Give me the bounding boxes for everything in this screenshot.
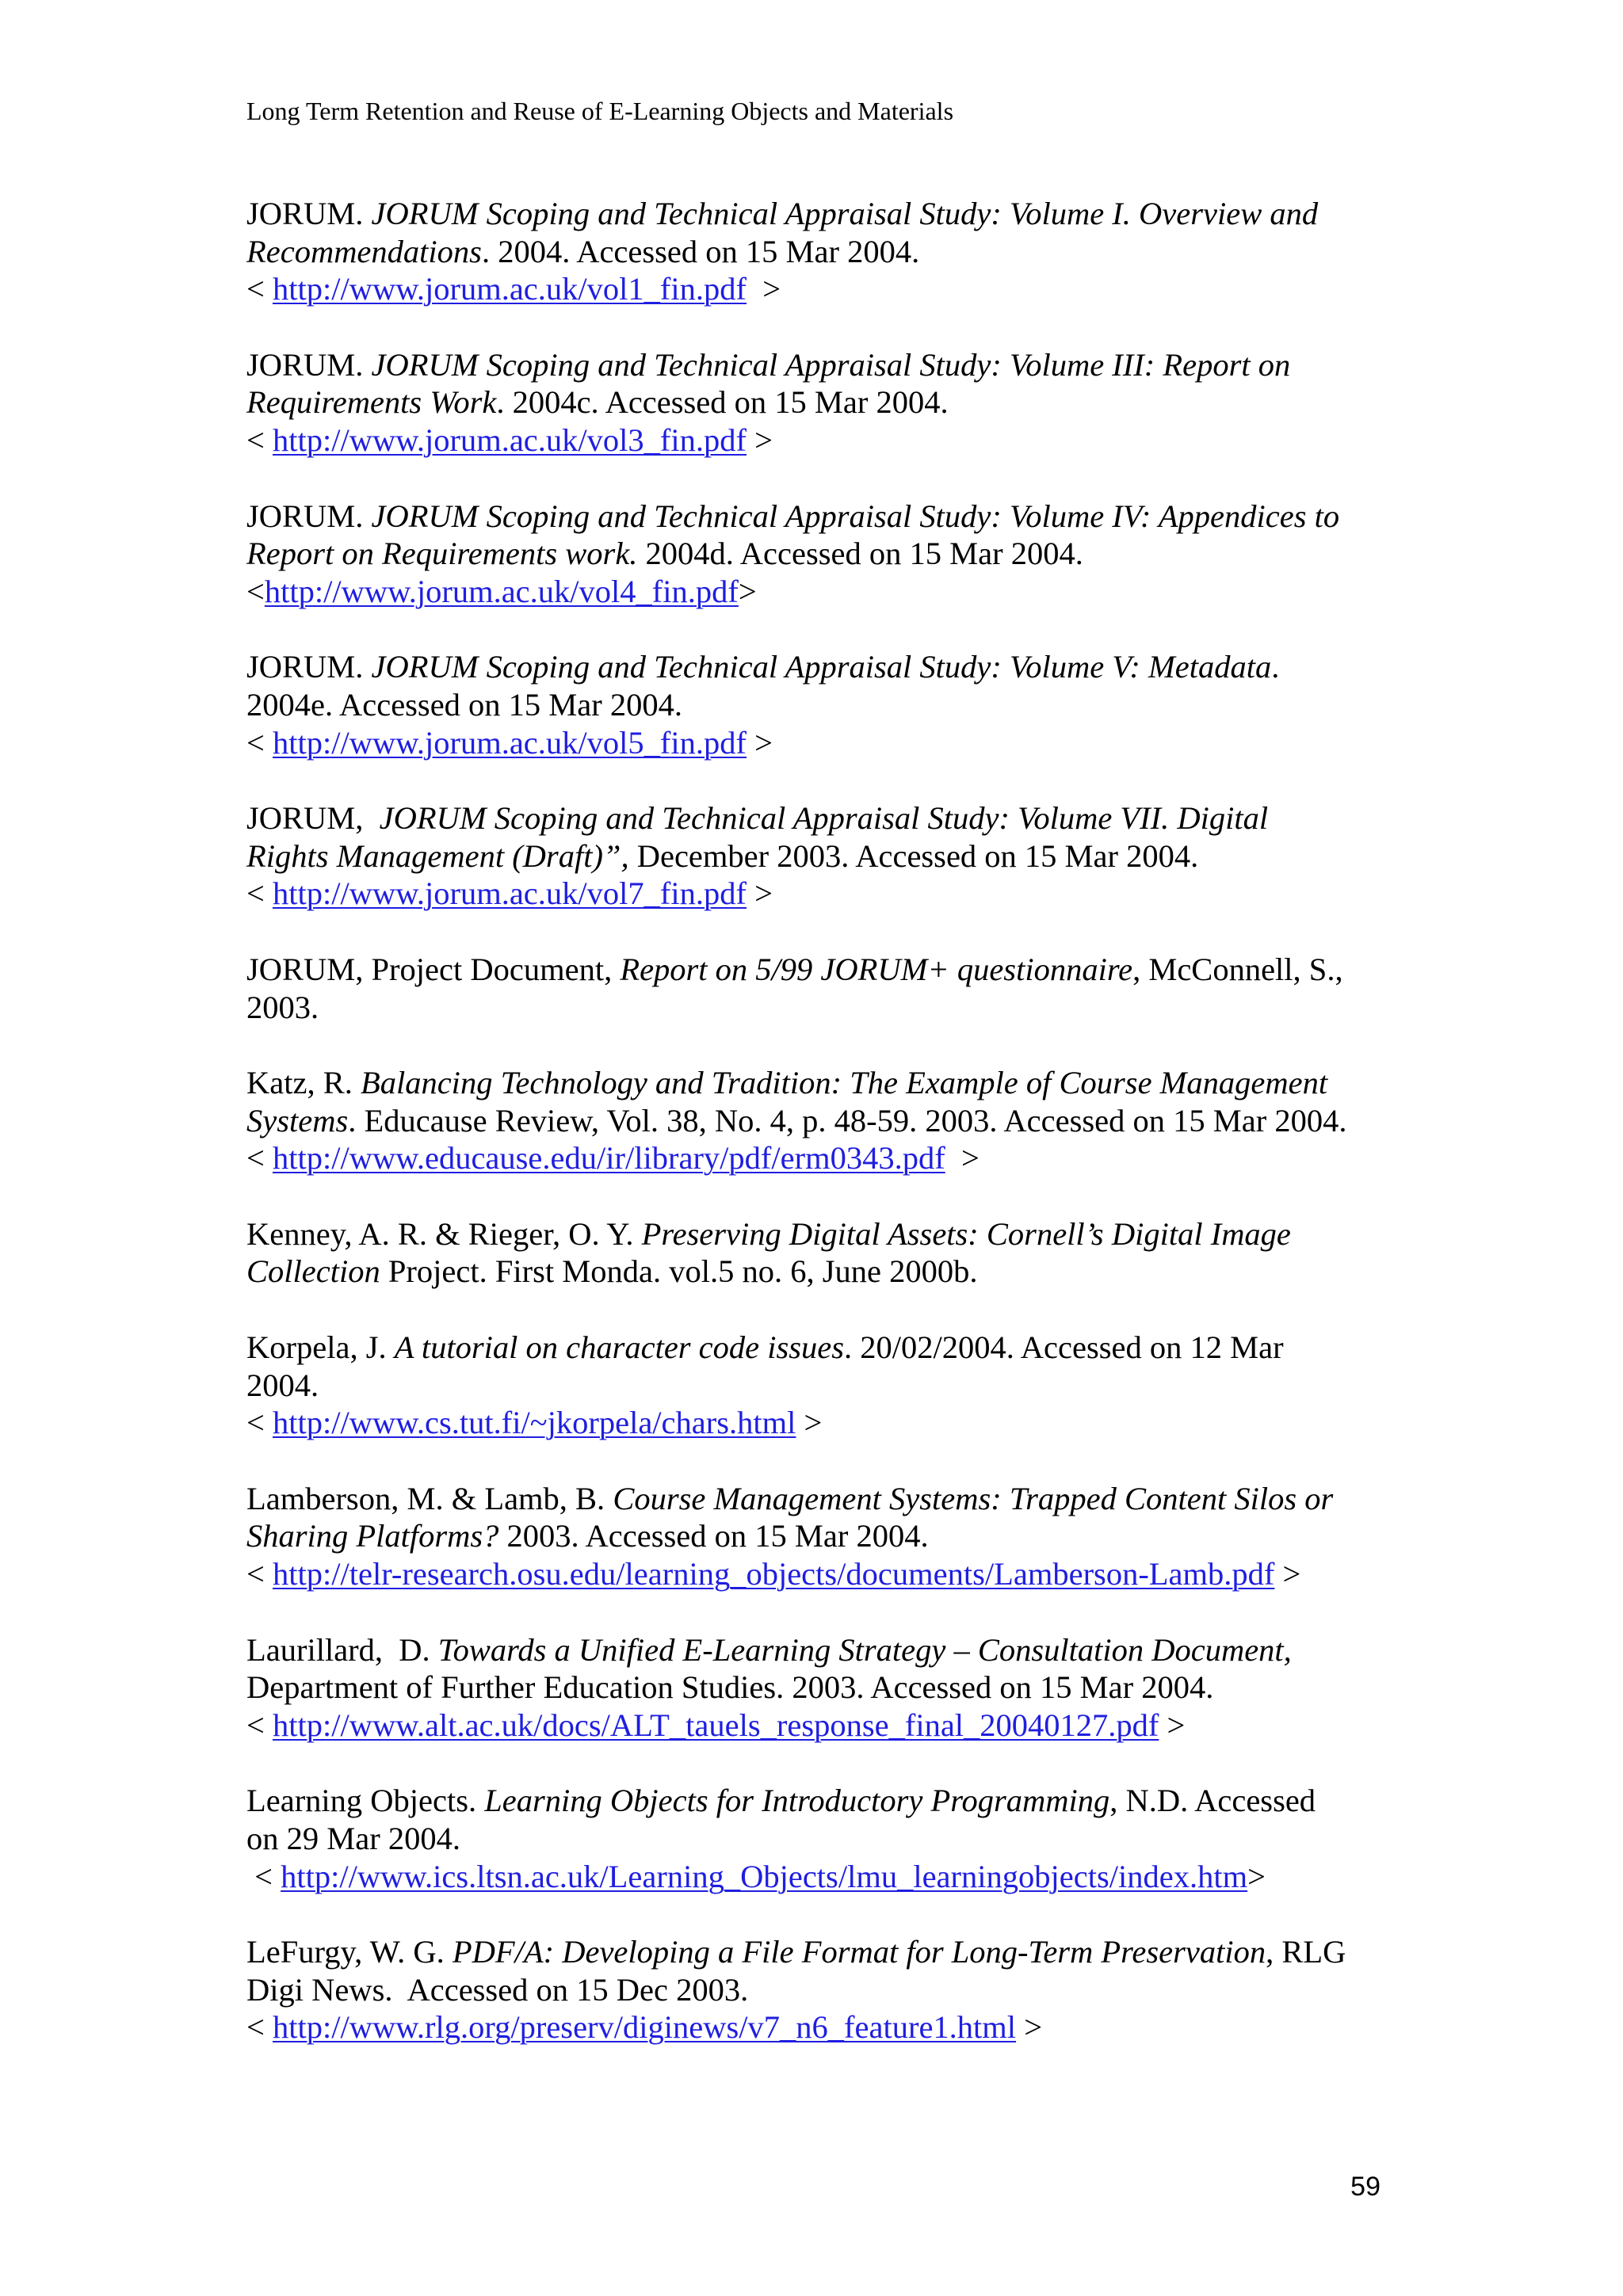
reference-text: . Educause Review, Vol. 38, No. 4, p. 48-59. 2003. Accessed on 15 Mar 2004. xyxy=(348,1102,1347,1138)
reference-line xyxy=(246,799,1396,837)
reference-line xyxy=(246,1253,1396,1291)
reference-text: < xyxy=(246,1858,281,1894)
reference-entry xyxy=(246,799,1396,913)
reference-title: JORUM Scoping and Technical Appraisal Study: Volume V: Metadata xyxy=(371,649,1272,685)
reference-line xyxy=(246,1669,1396,1707)
reference-title: Course Management Systems: Trapped Content Silos or xyxy=(613,1480,1334,1516)
reference-line xyxy=(246,1367,1396,1405)
reference-text: > xyxy=(796,1405,823,1441)
reference-text: Digi News. Accessed on 15 Dec 2003. xyxy=(246,1971,749,2008)
reference-text: . 2004. Accessed on 15 Mar 2004. xyxy=(481,233,920,269)
reference-entry xyxy=(246,1782,1396,1895)
running-header: Long Term Retention and Reuse of E-Learning Objects and Materials xyxy=(246,97,954,125)
reference-line xyxy=(246,1102,1396,1140)
reference-link[interactable]: http://telr-research.osu.edu/learning_objects/documents/Lamberson-Lamb.pdf xyxy=(272,1556,1275,1592)
reference-text: > xyxy=(1016,2009,1043,2046)
reference-line xyxy=(246,724,1396,762)
reference-entry xyxy=(246,1933,1396,2046)
reference-text: 2004d. Accessed on 15 Mar 2004. xyxy=(637,536,1083,572)
reference-text: < xyxy=(246,1707,273,1743)
reference-text: LeFurgy, W. G. xyxy=(246,1934,453,1970)
reference-line xyxy=(246,837,1396,875)
reference-line xyxy=(246,421,1396,460)
reference-line xyxy=(246,270,1396,308)
reference-line xyxy=(246,989,1396,1027)
reference-text: > xyxy=(747,421,773,458)
reference-line xyxy=(246,951,1396,989)
reference-line xyxy=(246,1631,1396,1669)
reference-title: Systems xyxy=(246,1102,349,1138)
reference-text: < xyxy=(246,875,273,912)
reference-title: Balancing Technology and Tradition: The Example of Course Management xyxy=(360,1065,1328,1101)
reference-text: < xyxy=(246,421,273,458)
reference-line xyxy=(246,1858,1396,1896)
reference-line xyxy=(246,383,1396,421)
page-number: 59 xyxy=(1350,2172,1381,2202)
reference-text: < xyxy=(246,1405,273,1441)
reference-text: > xyxy=(747,875,773,912)
reference-line xyxy=(246,2008,1396,2046)
reference-title: Collection xyxy=(246,1253,380,1290)
reference-line xyxy=(246,686,1396,724)
reference-entry xyxy=(246,346,1396,460)
reference-line xyxy=(246,1517,1396,1555)
reference-link[interactable]: http://www.jorum.ac.uk/vol3_fin.pdf xyxy=(272,421,747,458)
reference-line xyxy=(246,1139,1396,1177)
reference-text: < xyxy=(246,1140,273,1177)
reference-link[interactable]: http://www.educause.edu/ir/library/pdf/erm0343.pdf xyxy=(272,1140,945,1177)
reference-text: . 20/02/2004. Accessed on 12 Mar xyxy=(844,1329,1284,1366)
reference-title: Requirements Work xyxy=(246,384,497,421)
reference-text: JORUM. xyxy=(246,649,372,685)
reference-entry xyxy=(246,648,1396,761)
reference-title: Preserving Digital Assets: Cornell’s Digital Image xyxy=(641,1215,1291,1252)
reference-line xyxy=(246,1404,1396,1442)
reference-text: JORUM. xyxy=(246,346,372,383)
reference-text: Katz, R. xyxy=(246,1065,361,1101)
reference-text: > xyxy=(747,724,773,761)
reference-text: JORUM, xyxy=(246,800,380,837)
reference-title: Sharing Platforms? xyxy=(246,1518,499,1554)
reference-text: Korpela, J. xyxy=(246,1329,395,1366)
reference-link[interactable]: http://www.rlg.org/preserv/diginews/v7_n6_feature1.html xyxy=(272,2009,1017,2046)
reference-entry xyxy=(246,1329,1396,1442)
reference-text: 2003. xyxy=(246,989,319,1025)
reference-list xyxy=(246,195,1396,2084)
reference-text: > xyxy=(1274,1556,1301,1592)
reference-text: . xyxy=(1271,649,1280,685)
reference-entry xyxy=(246,1064,1396,1177)
reference-link[interactable]: http://www.alt.ac.uk/docs/ALT_tauels_response_final_20040127.pdf xyxy=(272,1707,1159,1743)
reference-title: Towards a Unified E-Learning Strategy – Consultation Document, xyxy=(437,1631,1292,1668)
reference-line xyxy=(246,346,1396,384)
reference-text: < xyxy=(246,724,273,761)
reference-line xyxy=(246,498,1396,536)
reference-text: JORUM. xyxy=(246,196,372,231)
reference-line xyxy=(246,1782,1396,1820)
reference-text: December 2003. Accessed on 15 Mar 2004. xyxy=(628,837,1199,874)
reference-line xyxy=(246,535,1396,573)
reference-text: 2004e. Accessed on 15 Mar 2004. xyxy=(246,686,683,723)
reference-link[interactable]: http://www.jorum.ac.uk/vol5_fin.pdf xyxy=(272,724,747,761)
reference-title: JORUM Scoping and Technical Appraisal Study: Volume I. Overview and xyxy=(371,196,1319,231)
reference-line xyxy=(246,1971,1396,2009)
reference-text: Laurillard, D. xyxy=(246,1631,438,1668)
reference-line xyxy=(246,233,1396,271)
reference-title: JORUM Scoping and Technical Appraisal Study: Volume VII. Digital xyxy=(379,800,1269,837)
reference-title: Report on 5/99 JORUM+ questionnaire xyxy=(620,951,1133,987)
reference-title: PDF/A: Developing a File Format for Long-Term Preservation xyxy=(452,1934,1266,1970)
reference-text: > xyxy=(1159,1707,1186,1743)
reference-text: < xyxy=(246,1556,273,1592)
reference-title: JORUM Scoping and Technical Appraisal Study: Volume IV: Appendices to xyxy=(371,498,1340,534)
reference-line xyxy=(246,573,1396,611)
reference-link[interactable]: http://www.jorum.ac.uk/vol4_fin.pdf xyxy=(264,573,739,609)
reference-title: A tutorial on character code issues xyxy=(394,1329,845,1366)
reference-entry xyxy=(246,951,1396,1026)
reference-line xyxy=(246,648,1396,686)
reference-text: Learning Objects. xyxy=(246,1783,485,1819)
reference-title: Rights Management (Draft)”, xyxy=(246,837,629,874)
reference-link[interactable]: http://www.jorum.ac.uk/vol7_fin.pdf xyxy=(272,875,747,912)
reference-link[interactable]: http://www.cs.tut.fi/~jkorpela/chars.html xyxy=(272,1405,796,1441)
reference-text: > xyxy=(1247,1858,1266,1894)
reference-line xyxy=(246,1933,1396,1971)
reference-text: > xyxy=(738,573,757,609)
reference-text: , McConnell, S., xyxy=(1132,951,1343,987)
reference-text: < xyxy=(246,2009,273,2046)
reference-entry xyxy=(246,195,1396,308)
reference-text: . 2004c. Accessed on 15 Mar 2004. xyxy=(496,384,949,421)
reference-line xyxy=(246,1707,1396,1745)
reference-text: on 29 Mar 2004. xyxy=(246,1821,460,1856)
reference-line xyxy=(246,1820,1396,1858)
reference-title: Report on Requirements work. xyxy=(246,536,638,572)
reference-link[interactable]: http://www.jorum.ac.uk/vol1_fin.pdf xyxy=(272,271,747,307)
reference-text: > xyxy=(747,271,781,307)
reference-line xyxy=(246,195,1396,233)
reference-text: JORUM, Project Document, xyxy=(246,951,621,987)
reference-text: , N.D. Accessed xyxy=(1109,1783,1316,1819)
reference-line xyxy=(246,1480,1396,1518)
reference-title: Learning Objects for Introductory Programming xyxy=(484,1783,1110,1819)
reference-entry xyxy=(246,1480,1396,1593)
reference-text: 2003. Accessed on 15 Mar 2004. xyxy=(498,1518,929,1554)
reference-text: Kenney, A. R. & Rieger, O. Y. xyxy=(246,1215,642,1252)
reference-title: Recommendations xyxy=(246,233,482,269)
reference-line xyxy=(246,1215,1396,1253)
reference-line xyxy=(246,1329,1396,1367)
reference-text: , RLG xyxy=(1266,1934,1346,1970)
reference-link[interactable]: http://www.ics.ltsn.ac.uk/Learning_Objects/lmu_learningobjects/index.htm xyxy=(281,1858,1248,1894)
reference-text: Lamberson, M. & Lamb, B. xyxy=(246,1480,613,1516)
reference-entry xyxy=(246,1215,1396,1291)
reference-text: < xyxy=(246,271,273,307)
reference-entry xyxy=(246,498,1396,611)
reference-text: 2004. xyxy=(246,1367,319,1403)
reference-line xyxy=(246,1064,1396,1102)
reference-text: > xyxy=(945,1140,980,1177)
reference-text: JORUM. xyxy=(246,498,372,534)
reference-text: Project. First Monda. vol.5 no. 6, June 2000b. xyxy=(380,1253,978,1290)
reference-text: < xyxy=(246,573,265,609)
reference-text: Department of Further Education Studies. 2003. Accessed on 15 Mar 2004. xyxy=(246,1669,1214,1706)
reference-entry xyxy=(246,1631,1396,1745)
reference-line xyxy=(246,875,1396,913)
reference-title: JORUM Scoping and Technical Appraisal Study: Volume III: Report on xyxy=(371,346,1291,383)
reference-line xyxy=(246,1555,1396,1593)
